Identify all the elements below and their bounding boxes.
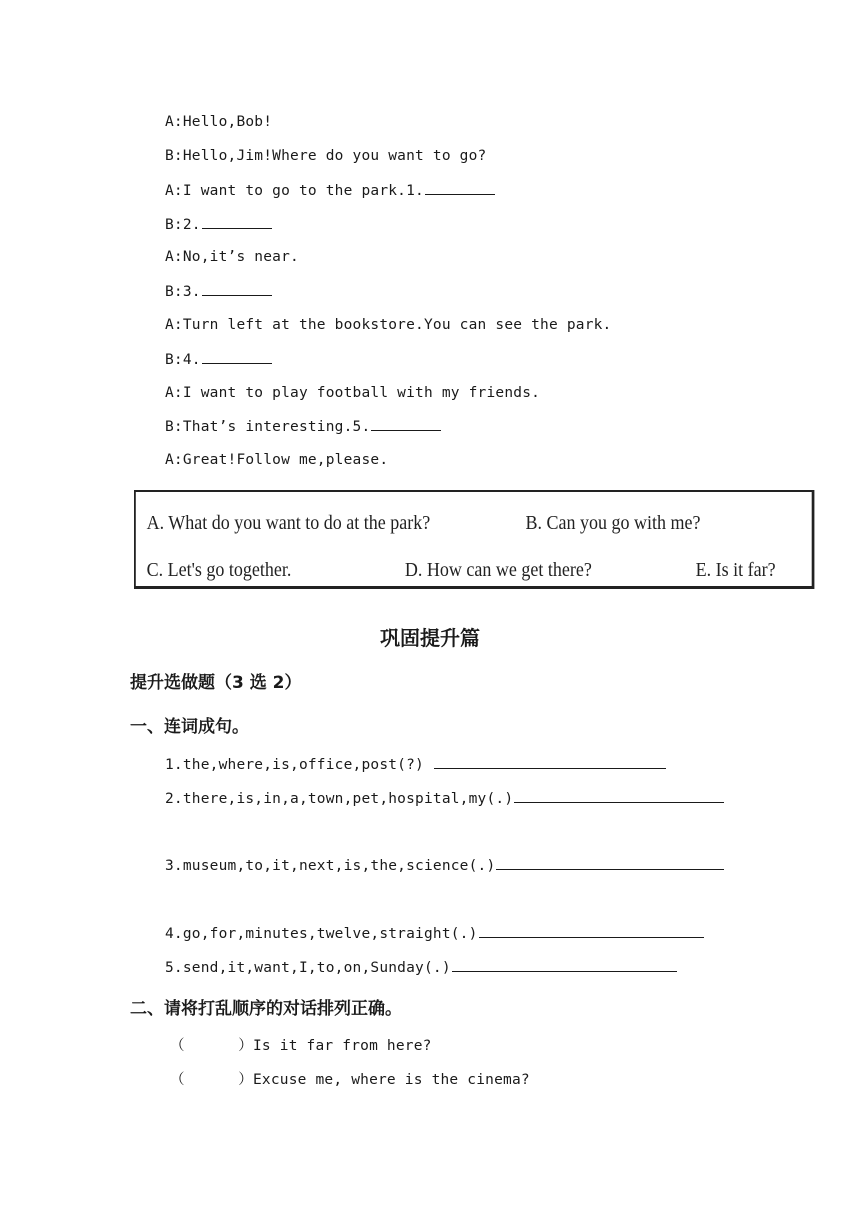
dialogue-line: A:No,it’s near. — [165, 249, 299, 265]
dialogue-line: B:3. — [165, 281, 272, 302]
answer-blank-5[interactable] — [371, 416, 441, 431]
sentence-item: 4.go,for,minutes,twelve,straight(.) — [165, 923, 704, 944]
option-e: E. Is it far? — [695, 559, 776, 581]
answer-blank-4[interactable] — [202, 349, 272, 364]
sentence-blank-1[interactable] — [434, 754, 666, 769]
order-item: （ ）Excuse me, where is the cinema? — [170, 1072, 530, 1088]
option-b: B. Can you go with me? — [525, 512, 701, 534]
dialogue-line: B:4. — [165, 349, 272, 370]
sentence-blank-4[interactable] — [479, 923, 704, 938]
answer-blank-1[interactable] — [425, 180, 495, 195]
sentence-item: 5.send,it,want,I,to,on,Sunday(.) — [165, 957, 677, 978]
sentence-blank-3[interactable] — [496, 855, 724, 870]
sentence-item: 2.there,is,in,a,town,pet,hospital,my(.) — [165, 788, 724, 809]
part1-heading: 一、连词成句。 — [130, 717, 249, 737]
dialogue-line: B:Hello,Jim!Where do you want to go? — [165, 148, 487, 164]
sentence-item: 3.museum,to,it,next,is,the,science(.) — [165, 855, 724, 876]
sentence-item: 1.the,where,is,office,post(?) — [165, 754, 666, 775]
dialogue-line: B:That’s interesting.5. — [165, 416, 441, 437]
part2-heading: 二、请将打乱顺序的对话排列正确。 — [130, 999, 402, 1019]
dialogue-line: B:2. — [165, 214, 272, 235]
order-item: （ ）Is it far from here? — [170, 1038, 432, 1054]
subsection-heading: 提升选做题（3 选 2） — [130, 673, 302, 693]
dialogue-line: A:I want to go to the park.1. — [165, 180, 495, 201]
answer-blank-3[interactable] — [202, 281, 272, 296]
option-c: C. Let's go together. — [146, 559, 292, 581]
sentence-blank-5[interactable] — [452, 957, 677, 972]
answer-blank-2[interactable] — [202, 214, 272, 229]
dialogue-line: A:Hello,Bob! — [165, 114, 273, 130]
sentence-blank-2[interactable] — [514, 788, 724, 803]
dialogue-line: A:Turn left at the bookstore.You can see the park. — [165, 317, 612, 333]
option-a: A. What do you want to do at the park? — [146, 512, 431, 534]
option-d: D. How can we get there? — [404, 559, 592, 581]
section-title: 巩固提升篇 — [380, 626, 480, 650]
dialogue-line: A:I want to play football with my friends. — [165, 385, 541, 401]
dialogue-line: A:Great!Follow me,please. — [165, 452, 389, 468]
options-box — [134, 490, 814, 589]
